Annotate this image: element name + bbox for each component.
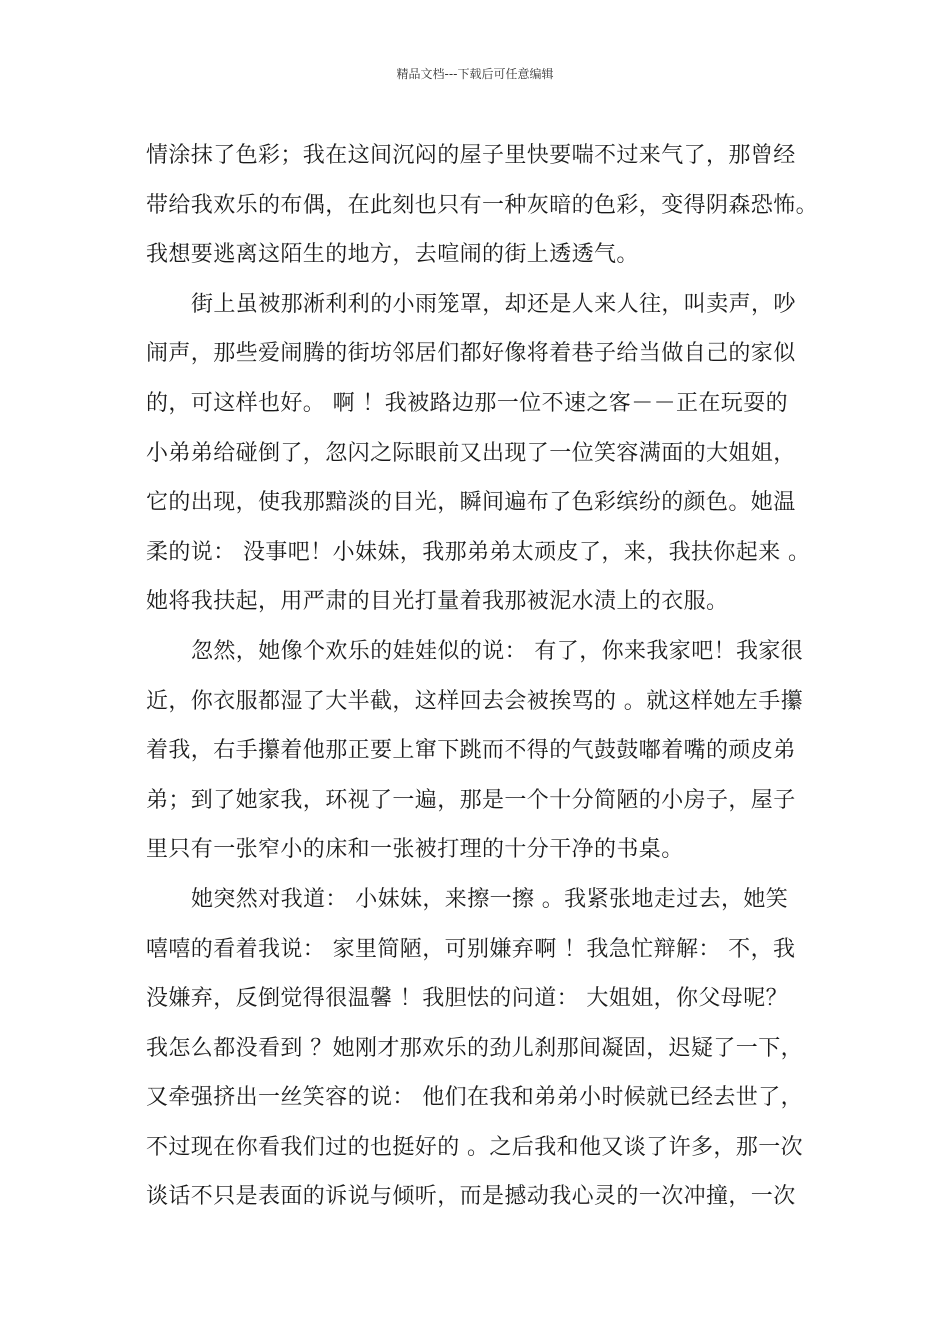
text-line: 不过现在你看我们过的也挺好的 。之后我和他又谈了许多，那一次 — [146, 1134, 803, 1160]
text-line: 柔的说： 没事吧！小妹妹，我那弟弟太顽皮了，来，我扶你起来 。 — [146, 539, 811, 565]
text-line: 街上虽被那淅利利的小雨笼罩，却还是人来人往，叫卖声，吵 — [191, 291, 796, 317]
text-line: 又牵强挤出一丝笑容的说： 他们在我和弟弟小时候就已经去世了， — [146, 1085, 803, 1111]
page-header: 精品文档---下载后可任意编辑 — [396, 67, 554, 81]
text-line: 着我，右手攥着他那正要上窜下跳而不得的气鼓鼓嘟着嘴的顽皮弟 — [146, 738, 796, 764]
document-body — [146, 131, 819, 1222]
text-line: 闹声，那些爱闹腾的街坊邻居们都好像将着巷子给当做自己的家似 — [146, 341, 796, 367]
text-line: 的，可这样也好。 啊 ！我被路边那一位不速之客－－正在玩耍的 — [146, 390, 788, 416]
text-line: 我怎么都没看到 ？她刚才那欢乐的劲儿刹那间凝固，迟疑了一下， — [146, 1035, 803, 1061]
text-line: 弟；到了她家我，环视了一遍，那是一个十分简陋的小房子，屋子 — [146, 787, 796, 813]
text-line: 近，你衣服都湿了大半截，这样回去会被挨骂的 。就这样她左手攥 — [146, 688, 803, 714]
text-line: 我想要逃离这陌生的地方，去喧闹的街上透透气。 — [146, 242, 639, 268]
text-line: 嘻嘻的看着我说： 家里简陋，可别嫌弃啊 ！我急忙辩解： 不，我 — [146, 936, 796, 962]
text-line: 情涂抹了色彩；我在这间沉闷的屋子里快要喘不过来气了，那曾经 — [146, 143, 796, 168]
text-line: 里只有一张窄小的床和一张被打理的十分干净的书桌。 — [146, 837, 684, 863]
text-line: 没嫌弃，反倒觉得很温馨 ！我胆怯的问道： 大姐姐，你父母呢？ — [146, 986, 788, 1012]
text-line: 谈话不只是表面的诉说与倾听，而是撼动我心灵的一次冲撞，一次 — [146, 1184, 796, 1210]
text-line: 忽然，她像个欢乐的娃娃似的说： 有了，你来我家吧！我家很 — [191, 638, 804, 664]
text-line: 小弟弟给碰倒了，忽闪之际眼前又出现了一位笑容满面的大姐姐， — [146, 440, 796, 466]
text-line: 她将我扶起，用严肃的目光打量着我那被泥水渍上的衣服。 — [146, 589, 729, 615]
text-line: 她突然对我道： 小妹妹，来擦一擦 。我紧张地走过去，她笑 — [191, 886, 789, 912]
text-line: 它的出现，使我那黯淡的目光，瞬间遍布了色彩缤纷的颜色。她温 — [146, 490, 796, 516]
text-line: 带给我欢乐的布偶，在此刻也只有一种灰暗的色彩，变得阴森恐怖。 — [146, 192, 819, 218]
